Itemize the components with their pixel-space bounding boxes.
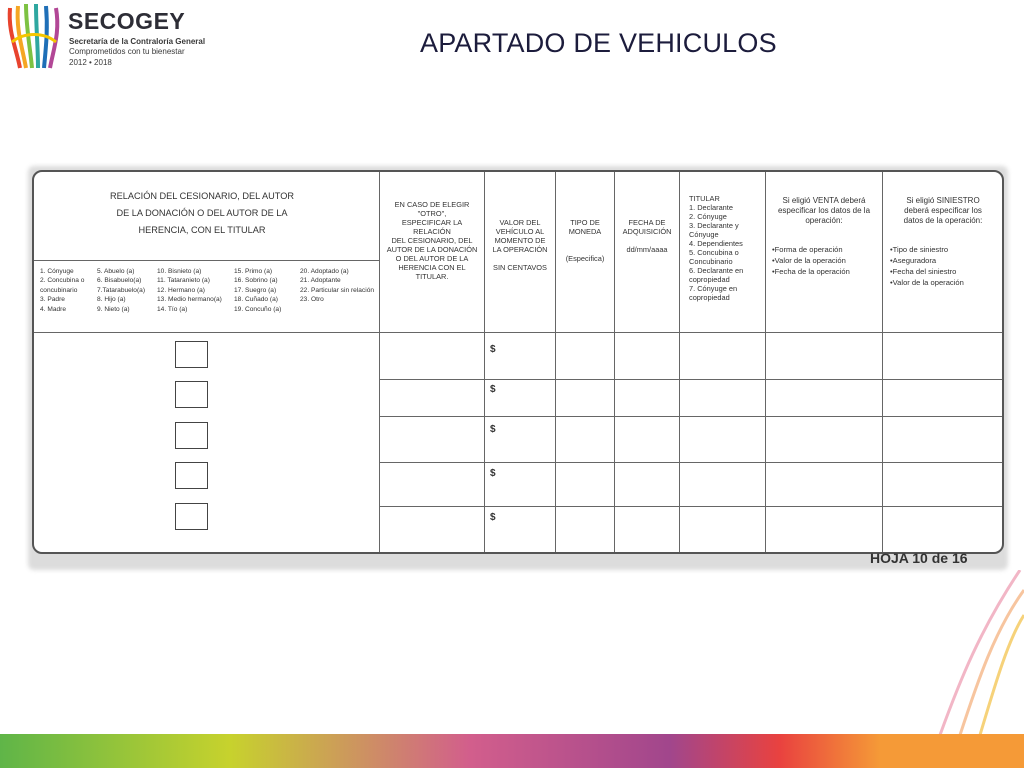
row-divider <box>379 416 1002 417</box>
header-line: "OTRO", <box>417 209 447 218</box>
header-line: deberá especificar los <box>904 206 982 215</box>
venta-items <box>772 244 880 277</box>
band-segment <box>470 734 670 768</box>
relation-header <box>84 188 320 239</box>
relation-option: 22. Particular sin relación <box>300 286 375 294</box>
value-currency-symbol: $ <box>490 384 496 395</box>
relation-option: 10. Bisnieto (a) <box>157 268 202 275</box>
relation-option: 3. Padre <box>40 296 65 304</box>
header-line: ESPECIFICAR LA <box>401 218 463 227</box>
logo-slogan: Comprometidos con tu bienestar <box>69 47 185 56</box>
relation-option: 8. Hijo (a) <box>97 296 126 304</box>
relation-checkbox-1[interactable] <box>175 341 208 368</box>
relation-option: 6. Bisabuelo(a) <box>97 277 142 285</box>
relation-option: 7.Tatarabuelo(a) <box>97 286 146 294</box>
header-line: SIN CENTAVOS <box>493 263 547 272</box>
header-line: Cónyuge <box>689 230 719 239</box>
band-segment <box>670 734 780 768</box>
header-line: Si eligió VENTA deberá <box>782 196 866 205</box>
header-line: HERENCIA CON EL <box>398 263 466 272</box>
header-line: operación: <box>805 216 843 225</box>
header-line: LA OPERACIÓN <box>492 245 548 254</box>
relation-option: 4. Madre <box>40 305 67 313</box>
decorative-curves <box>900 570 1024 735</box>
relation-option: 9. Nieto (a) <box>97 305 130 313</box>
relation-header-line: DE LA DONACIÓN O DEL AUTOR DE LA <box>116 208 288 218</box>
relation-option: 13. Medio hermano(a) <box>157 296 222 304</box>
siniestro-item: •Fecha del siniestro <box>890 267 957 276</box>
relation-option: concubinario <box>40 286 78 294</box>
moneda-header <box>556 218 614 263</box>
header-line: O DEL AUTOR DE LA <box>395 254 469 263</box>
logo-name: SECOGEY <box>68 8 186 34</box>
band-segment <box>0 734 230 768</box>
relation-option: 14. Tío (a) <box>157 305 188 313</box>
header-line: RELACIÓN <box>413 227 451 236</box>
titular-header <box>689 194 765 302</box>
header-line: Si eligió SINIESTRO <box>906 196 980 205</box>
fecha-header <box>615 218 679 254</box>
venta-item: •Fecha de la operación <box>772 267 850 276</box>
vehicle-form <box>32 170 1004 554</box>
value-currency-symbol: $ <box>490 424 496 435</box>
header-line: ADQUISICIÓN <box>622 227 672 236</box>
relation-option: 2. Concubina o <box>40 277 85 285</box>
relation-header-line: HERENCIA, CON EL TITULAR <box>138 225 266 235</box>
page-title: APARTADO DE VEHICULOS <box>420 28 777 58</box>
value-currency-symbol: $ <box>490 344 496 355</box>
relation-option: 5. Abuelo (a) <box>97 268 135 275</box>
header-line: VEHÍCULO AL <box>495 227 545 236</box>
band-segment <box>230 734 470 768</box>
header-line: EN CASO DE ELEGIR <box>394 200 470 209</box>
relation-option: 23. Otro <box>300 296 324 304</box>
relation-option: 1. Cónyuge <box>40 268 74 275</box>
header-line: 2. Cónyuge <box>689 212 727 221</box>
siniestro-header <box>884 196 1002 226</box>
header-line: 3. Declarante y <box>689 221 739 230</box>
header-line: dd/mm/aaaa <box>626 245 668 254</box>
header-line: FECHA DE <box>628 218 666 227</box>
header-line: MONEDA <box>568 227 602 236</box>
relation-divider <box>34 260 379 261</box>
venta-item: •Forma de operación <box>772 245 843 254</box>
relation-list-col <box>300 267 374 305</box>
relation-list-col <box>97 267 145 314</box>
header-line: especificar los datos de la <box>777 206 871 215</box>
row-divider <box>379 506 1002 507</box>
page-counter: HOJA 10 de 16 <box>870 550 968 566</box>
header-line: TITULAR <box>689 194 720 203</box>
siniestro-item: •Valor de la operación <box>890 278 964 287</box>
relation-option: 12. Hermano (a) <box>157 286 206 294</box>
relation-checkbox-5[interactable] <box>175 503 208 530</box>
column-divider <box>882 172 883 552</box>
logo-years: 2012 • 2018 <box>69 58 112 67</box>
relation-list-col <box>157 267 222 314</box>
secogey-logo <box>4 2 204 70</box>
valor-header <box>485 218 555 272</box>
relation-option: 16. Sobrino (a) <box>234 277 278 285</box>
header-line: 7. Cónyuge en <box>689 284 738 293</box>
header-line: DEL CESIONARIO, DEL <box>391 236 473 245</box>
logo-subtitle: Secretaría de la Contraloría General <box>69 37 206 46</box>
band-segment <box>880 734 1024 768</box>
relation-header-line: RELACIÓN DEL CESIONARIO, DEL AUTOR <box>110 191 294 201</box>
relation-list-col <box>40 267 84 314</box>
relation-option: 11. Tataranieto (a) <box>157 277 210 285</box>
header-line: 1. Declarante <box>689 203 733 212</box>
logo-emblem <box>4 2 64 70</box>
relation-checkbox-3[interactable] <box>175 422 208 449</box>
bottom-color-band <box>0 734 1024 768</box>
relation-option: 19. Concuño (a) <box>234 305 282 313</box>
header-divider <box>34 332 1002 333</box>
relation-checkbox-2[interactable] <box>175 381 208 408</box>
header-line: copropiedad <box>689 293 730 302</box>
relation-option: 18. Cuñado (a) <box>234 296 278 304</box>
value-currency-symbol: $ <box>490 468 496 479</box>
siniestro-item: •Tipo de siniestro <box>890 245 949 254</box>
relation-option: 17. Suegro (a) <box>234 286 277 294</box>
relation-option: 15. Primo (a) <box>234 268 273 275</box>
header-line: AUTOR DE LA DONACIÓN <box>386 245 478 254</box>
header-line: 5. Concubina o <box>689 248 739 257</box>
header-line: 6. Declarante en <box>689 266 744 275</box>
siniestro-item: •Aseguradora <box>890 256 937 265</box>
header-line: datos de la operación: <box>903 216 983 225</box>
header-line: VALOR DEL <box>499 218 541 227</box>
row-divider <box>379 379 1002 380</box>
header-line: 4. Dependientes <box>689 239 743 248</box>
band-segment <box>780 734 880 768</box>
siniestro-items <box>890 244 1000 288</box>
column-divider <box>765 172 766 552</box>
relation-list-col <box>234 267 281 314</box>
column-divider <box>679 172 680 552</box>
header-line: MOMENTO DE <box>494 236 546 245</box>
value-currency-symbol: $ <box>490 512 496 523</box>
header-line: Concubinario <box>689 257 733 266</box>
venta-item: •Valor de la operación <box>772 256 846 265</box>
otro-header <box>380 200 484 281</box>
header-line: copropiedad <box>689 275 730 284</box>
relation-option: 20. Adoptado (a) <box>300 268 349 275</box>
venta-header <box>767 196 881 226</box>
relation-option: 21. Adoptante <box>300 277 341 285</box>
header-line: TIPO DE <box>570 218 600 227</box>
row-divider <box>379 462 1002 463</box>
header-line: TITULAR. <box>415 272 449 281</box>
header-line: (Especifica) <box>565 254 605 263</box>
relation-checkbox-4[interactable] <box>175 462 208 489</box>
